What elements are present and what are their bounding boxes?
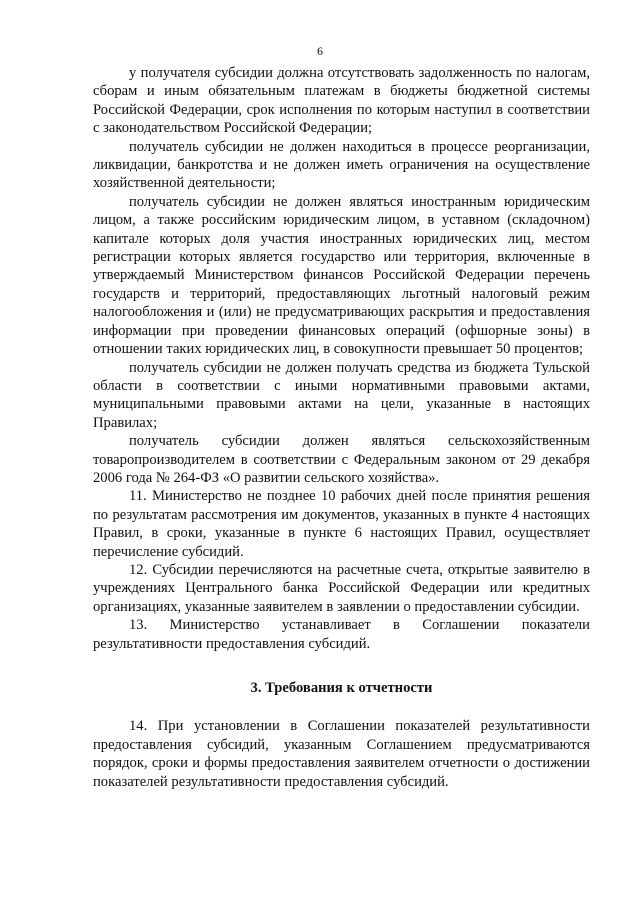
paragraph-no-debt: у получателя субсидии должна отсутствовать задолженность по налогам, сборам и иным обязательным платежам в бюджеты бюджетной системы Российской Федерации, срок исполнения по которым наступил в соответствии с законодательством Российской Федерации; (93, 65, 590, 137)
paragraph-no-other-funds: получатель субсидии не должен получать средства из бюджета Тульской области в соответствии с иными нормативными правовыми актами, муниципальными правовыми актами на цели, указанные в настоящих Правилах; (93, 359, 590, 431)
paragraph-no-reorganization: получатель субсидии не должен находиться в процессе реорганизации, ликвидации, банкротства и не должен иметь ограничения на осуществление хозяйственной деятельности; (93, 138, 590, 192)
section-title: 3. Требования к отчетности (250, 680, 433, 696)
paragraph-14: 14. При установлении в Соглашении показателей результативности предоставления субсидий, указанным Соглашением предусматриваются порядок, сроки и формы предоставления заявителем отчетности о достижении показателей результативности предоставления субсидий. (93, 718, 590, 790)
paragraph-12: 12. Субсидии перечисляются на расчетные счета, открытые заявителю в учреждениях Центрального банка Российской Федерации или кредитных организациях, указанные заявителем в заявлении о предоставлении субсидии. (93, 561, 590, 615)
paragraph-not-foreign-entity: получатель субсидии не должен являться иностранным юридическим лицом, а также российским юридическим лицом, в уставном (складочном) капитале которых доля участия иностранных юридических лиц, местом регистрации которых является государство или территория, включенные в утверждаемый Министерством финансов Российской Федерации перечень государств и территорий, предоставляющих льготный налоговый режим налогообложения и (или) не предусматривающих раскрытия и предоставления информации при проведении финансовых операций (офшорные зоны) в отношении таких юридических лиц, в совокупности превышает 50 процентов; (93, 193, 590, 358)
paragraph-13: 13. Министерство устанавливает в Соглашении показатели результативности предоставления субсидий. (93, 617, 590, 652)
page-number: 6 (317, 44, 323, 58)
paragraph-agricultural-producer: получатель субсидии должен являться сельскохозяйственным товаропроизводителем в соответствии с Федеральным законом от 29 декабря 2006 года № 264-ФЗ «О развитии сельского хозяйства». (93, 433, 590, 486)
document-body (93, 64, 590, 791)
paragraph-11: 11. Министерство не позднее 10 рабочих дней после принятия решения по результатам рассмотрения им документов, указанных в пункте 4 настоящих Правил, в сроки, указанные в пункте 6 настоящих Правил, осуществляет перечисление субсидий. (93, 488, 590, 560)
